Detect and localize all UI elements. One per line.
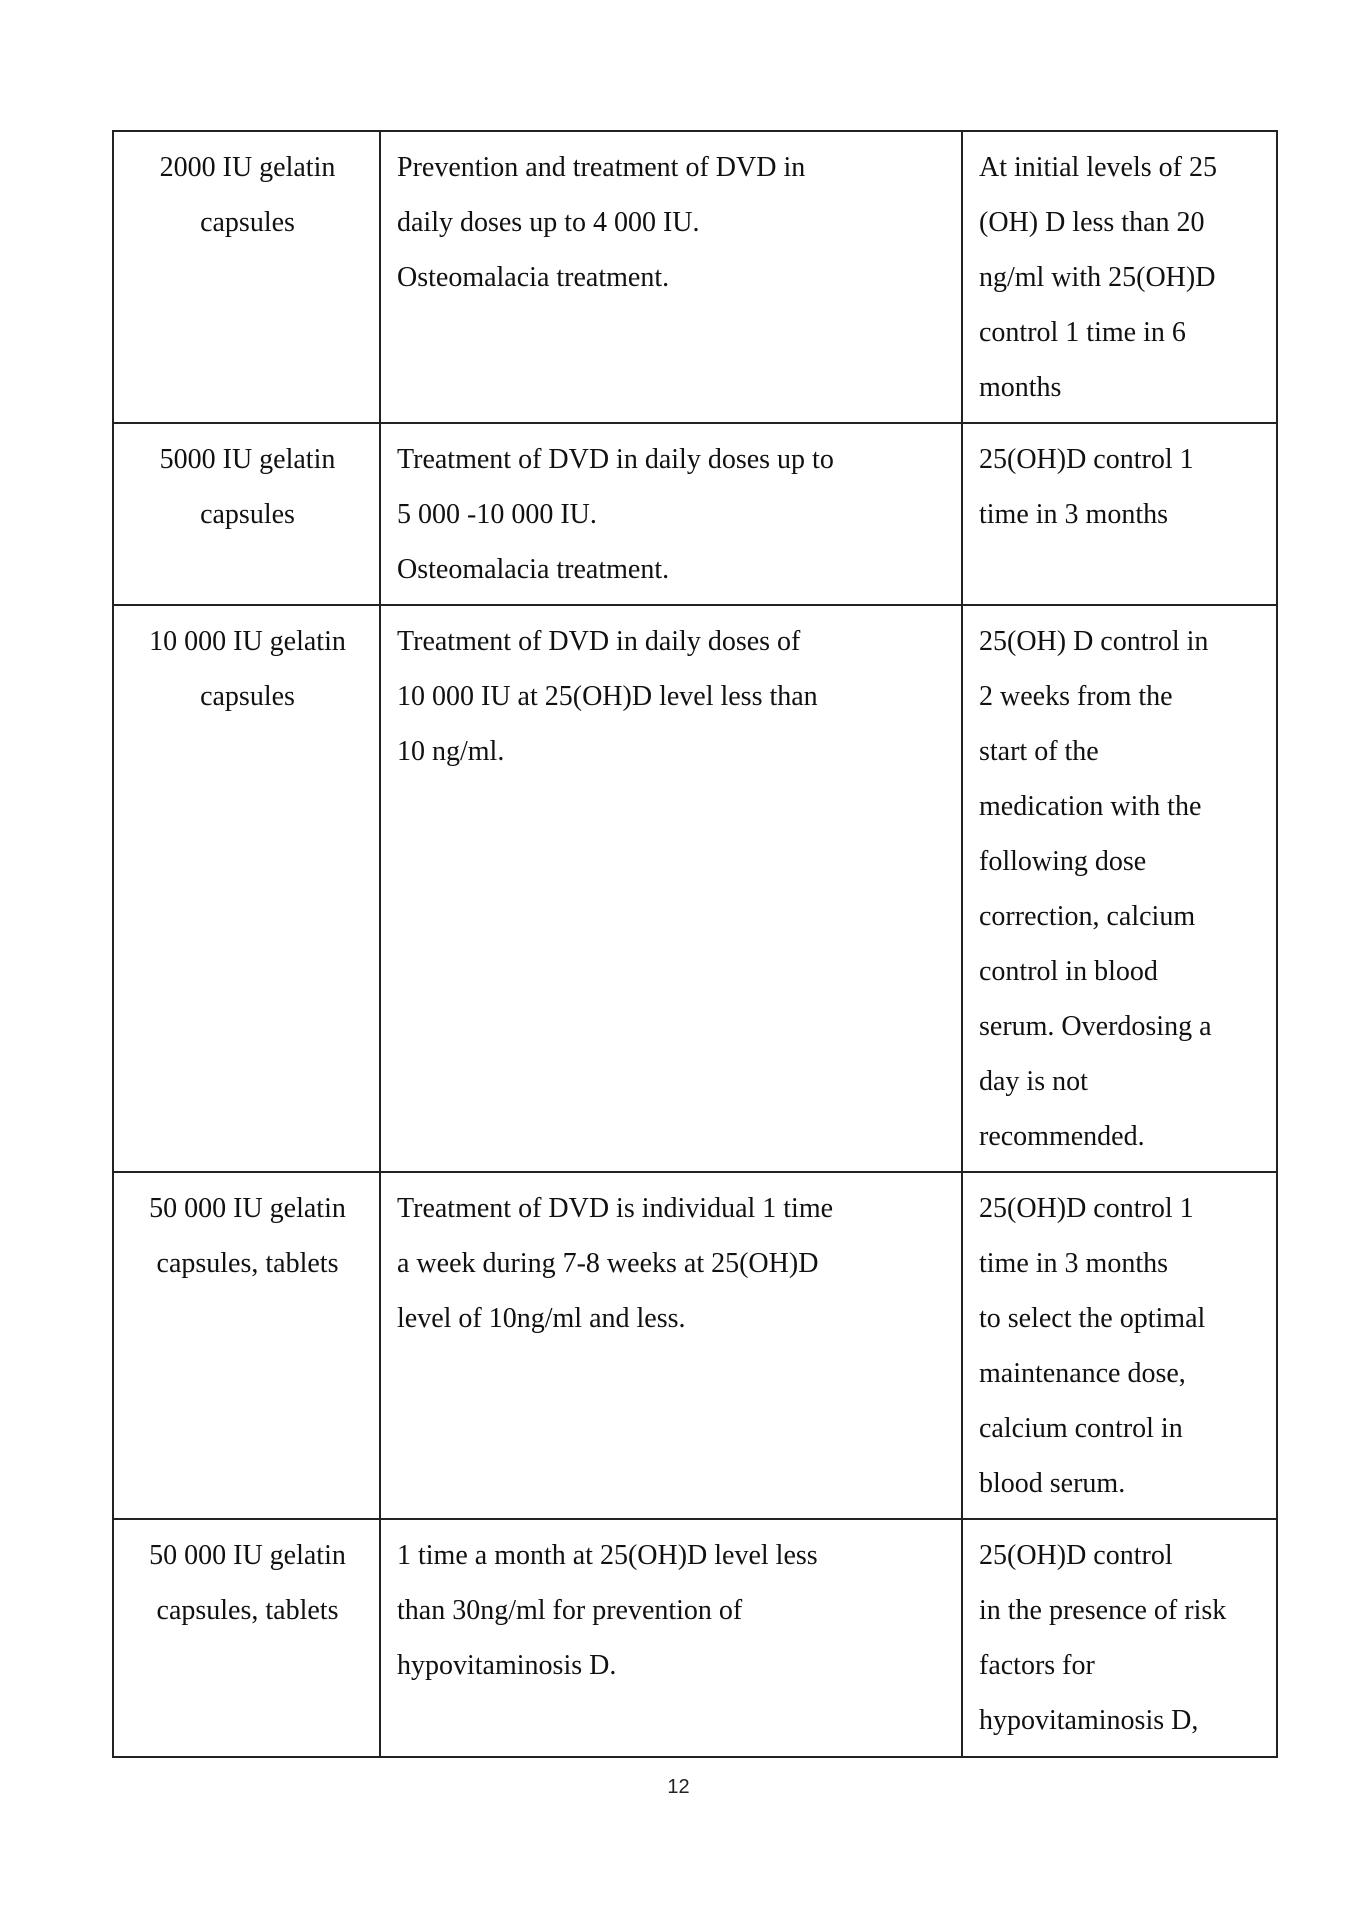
monitoring-cell [962,1172,1277,1519]
cell-text-line: factors for [979,1650,1095,1681]
cell-text-line: daily doses up to 4 000 IU. [397,207,700,238]
cell-text-line: correction, calcium [979,901,1196,932]
cell-text-line: serum. Overdosing a [979,1011,1212,1042]
cell-text-line: 5000 IU gelatin [159,444,336,475]
indication-cell [380,131,962,423]
cell-text-line: At initial levels of 25 [979,152,1217,183]
cell-text-line: maintenance dose, [979,1358,1186,1389]
indication-cell [380,423,962,605]
dosage-form-cell [113,605,380,1172]
cell-text-line: 50 000 IU gelatin [149,1540,346,1571]
cell-text-line: control in blood [979,956,1158,987]
table-row [113,605,1277,1172]
cell-text-line: capsules, tablets [156,1595,339,1626]
dosage-form-cell [113,423,380,605]
dosage-table [112,130,1278,1758]
cell-text-line: Treatment of DVD in daily doses of [397,626,801,657]
table-row [113,423,1277,605]
cell-text-line: 25(OH) D control in [979,626,1209,657]
cell-text-line: 50 000 IU gelatin [149,1193,346,1224]
cell-text-line: in the presence of risk [979,1595,1227,1626]
dosage-form-cell [113,1172,380,1519]
table-row [113,131,1277,423]
cell-text-line: a week during 7-8 weeks at 25(OH)D [397,1248,819,1279]
cell-text-line: day is not [979,1066,1088,1097]
cell-text-line: level of 10ng/ml and less. [397,1303,686,1334]
table-row [113,1519,1277,1757]
cell-text-line: recommended. [979,1121,1145,1152]
cell-text-line: Osteomalacia treatment. [397,554,670,585]
cell-text-line: time in 3 months [979,499,1168,530]
cell-text-line: months [979,372,1062,403]
cell-text-line: 10 ng/ml. [397,736,505,767]
cell-text-line: start of the [979,736,1099,767]
cell-text-line: 5 000 -10 000 IU. [397,499,597,530]
dosage-form-cell [113,131,380,423]
cell-text-line: following dose [979,846,1147,877]
cell-text-line: control 1 time in 6 [979,317,1186,348]
cell-text-line: Treatment of DVD in daily doses up to [397,444,834,475]
monitoring-cell [962,423,1277,605]
cell-text-line: time in 3 months [979,1248,1168,1279]
cell-text-line: 25(OH)D control 1 [979,1193,1194,1224]
monitoring-cell [962,131,1277,423]
cell-text-line: blood serum. [979,1468,1126,1499]
cell-text-line: 2000 IU gelatin [159,152,336,183]
cell-text-line: medication with the [979,791,1202,822]
cell-text-line: capsules, tablets [156,1248,339,1279]
cell-text-line: 25(OH)D control [979,1540,1173,1571]
cell-text-line: ng/ml with 25(OH)D [979,262,1216,293]
cell-text-line: (OH) D less than 20 [979,207,1205,238]
indication-cell [380,1172,962,1519]
cell-text-line: than 30ng/ml for prevention of [397,1595,743,1626]
cell-text-line: 1 time a month at 25(OH)D level less [397,1540,818,1571]
cell-text-line: Prevention and treatment of DVD in [397,152,806,183]
cell-text-line: 25(OH)D control 1 [979,444,1194,475]
monitoring-cell [962,1519,1277,1757]
cell-text-line: capsules [200,207,295,238]
cell-text-line: capsules [200,681,295,712]
cell-text-line: to select the optimal [979,1303,1206,1334]
cell-text-line: hypovitaminosis D. [397,1650,617,1681]
page-number: 12 [667,1776,690,1798]
table-row [113,1172,1277,1519]
cell-text-line: hypovitaminosis D, [979,1705,1199,1736]
monitoring-cell [962,605,1277,1172]
cell-text-line: 10 000 IU gelatin [149,626,346,657]
indication-cell [380,605,962,1172]
cell-text-line: Osteomalacia treatment. [397,262,670,293]
cell-text-line: capsules [200,499,295,530]
cell-text-line: Treatment of DVD is individual 1 time [397,1193,834,1224]
cell-text-line: calcium control in [979,1413,1183,1444]
indication-cell [380,1519,962,1757]
cell-text-line: 2 weeks from the [979,681,1173,712]
dosage-form-cell [113,1519,380,1757]
cell-text-line: 10 000 IU at 25(OH)D level less than [397,681,818,712]
